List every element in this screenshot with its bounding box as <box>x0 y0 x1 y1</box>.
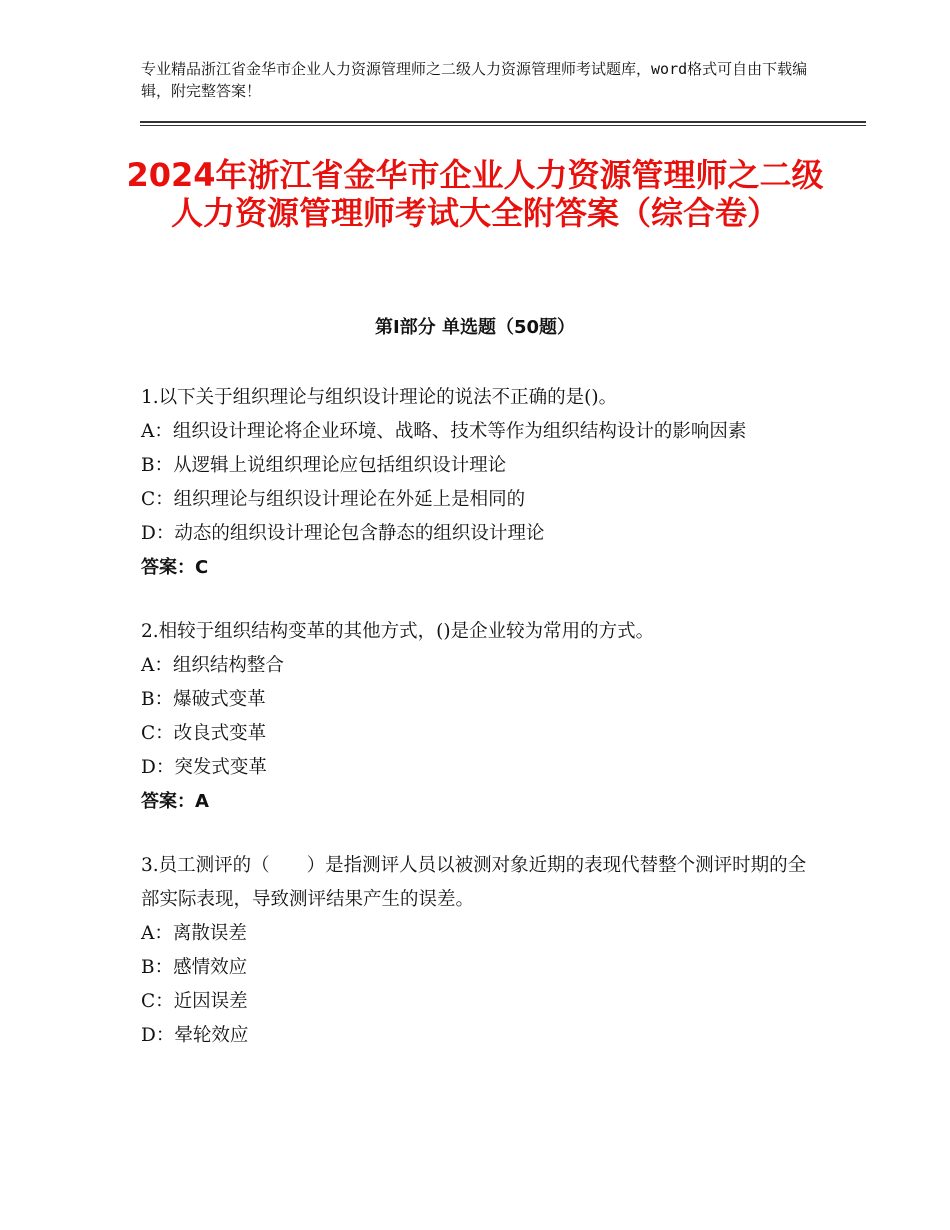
option-a: A：组织设计理论将企业环境、战略、技术等作为组织结构设计的影响因素 <box>141 421 747 442</box>
option-b: B：从逻辑上说组织理论应包括组织设计理论 <box>141 455 507 476</box>
question-stem: 3.员工测评的（ ）是指测评人员以被测对象近期的表现代替整个测评时期的全部实际表现，导致测评结果产生的误差。 <box>141 855 807 910</box>
option-c: C：组织理论与组织设计理论在外延上是相同的 <box>141 489 526 510</box>
answer-line: 答案：C <box>141 557 209 578</box>
option-d: D：晕轮效应 <box>141 1025 249 1046</box>
option-a: A：组织结构整合 <box>141 655 284 676</box>
option-d: D：突发式变革 <box>141 757 267 778</box>
question-list <box>141 381 809 1083</box>
question-stem: 1.以下关于组织理论与组织设计理论的说法不正确的是()。 <box>141 387 618 408</box>
option-d: D：动态的组织设计理论包含静态的组织设计理论 <box>141 523 545 544</box>
question-3 <box>141 849 809 1053</box>
document-title: 2024年浙江省金华市企业人力资源管理师之二级人力资源管理师考试大全附答案（综合卷） <box>126 156 824 232</box>
header-note: 专业精品浙江省金华市企业人力资源管理师之二级人力资源管理师考试题库，word格式可自由下载编辑，附完整答案！ <box>141 60 808 100</box>
question-1 <box>141 381 809 585</box>
header-rule-thick <box>140 121 866 123</box>
question-2 <box>141 615 809 819</box>
option-c: C：改良式变革 <box>141 723 267 744</box>
option-b: B：感情效应 <box>141 957 248 978</box>
option-c: C：近因误差 <box>141 991 248 1012</box>
question-stem: 2.相较于组织结构变革的其他方式，()是企业较为常用的方式。 <box>141 621 655 642</box>
answer-line: 答案：A <box>141 791 209 812</box>
option-a: A：离散误差 <box>141 923 247 944</box>
option-b: B：爆破式变革 <box>141 689 266 710</box>
header-rule-thin <box>140 125 866 126</box>
section-heading: 第Ⅰ部分 单选题（50题） <box>374 317 575 338</box>
